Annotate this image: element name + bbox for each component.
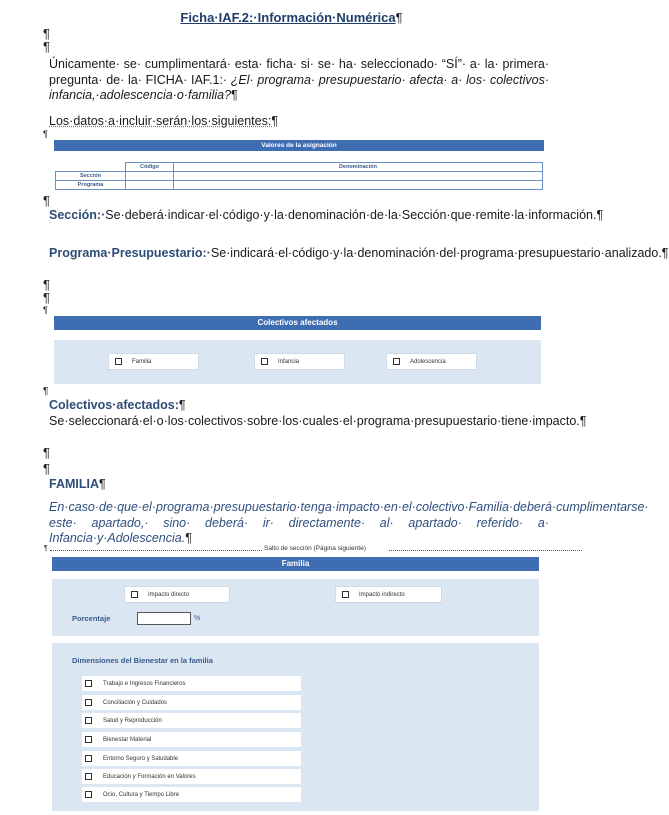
option-label: Adolescencia <box>410 358 446 365</box>
checkbox[interactable] <box>393 358 400 365</box>
title-text: Ficha·IAF.2:·Información·Numérica <box>180 10 396 25</box>
empty-paragraph: ¶ <box>43 461 50 476</box>
table-corner <box>56 163 126 172</box>
asignacion-table <box>55 162 543 190</box>
empty-paragraph: ¶ <box>43 129 48 139</box>
colectivo-option-adolescencia[interactable] <box>386 353 477 370</box>
dimensiones-title: Dimensiones del Bienestar en la familia <box>72 656 213 665</box>
empty-paragraph: ¶ <box>43 290 50 305</box>
dimension-item[interactable] <box>82 676 301 691</box>
seccion-paragraph <box>49 208 604 224</box>
dimension-item[interactable] <box>82 769 301 784</box>
porcentaje-input[interactable] <box>137 612 191 625</box>
checkbox[interactable] <box>85 773 92 780</box>
empty-paragraph: ¶ <box>43 26 50 41</box>
checkbox[interactable] <box>85 736 92 743</box>
seccion-denominacion-cell[interactable] <box>174 172 543 181</box>
familia-heading <box>49 477 106 491</box>
checkbox[interactable] <box>85 791 92 798</box>
option-label: Infancia <box>278 358 300 365</box>
intro-text: Únicamente· se· cumplimentará· esta· ficha· si· se· ha· seleccionado· “SÍ”· a· la· primera· pregunta· de· la· FICHA· IAF.1:· <box>49 57 549 87</box>
impacto-directo-option[interactable] <box>124 586 230 603</box>
familia-paragraph <box>49 500 649 547</box>
seccion-text: Se·deberá·indicar·el·código·y·la·denominación·de·la·Sección·que·remite·la·información.¶ <box>105 208 604 222</box>
colectivos-heading: Colectivos·afectados: <box>49 398 179 412</box>
checkbox[interactable] <box>261 358 268 365</box>
colectivos-band: Colectivos afectados <box>54 316 541 330</box>
dotted-line <box>50 550 262 551</box>
dimension-label: Salud y Reproducción <box>103 717 162 724</box>
impacto-indirecto-option[interactable] <box>335 586 442 603</box>
section-break-pilcrow: ¶ <box>44 545 48 552</box>
option-label: Impacto directo <box>148 591 190 598</box>
intro-question: ¿El· programa· presupuestario· afecta· a· los· colectivos· infancia,·adolescencia·o·familia? <box>49 72 549 102</box>
option-label: Impacto indirecto <box>359 591 405 598</box>
empty-paragraph: ¶ <box>43 193 50 208</box>
colectivos-paragraph <box>49 398 587 429</box>
dimension-label: Educación y Formación en Valores <box>103 773 196 780</box>
programa-denominacion-cell[interactable] <box>174 181 543 190</box>
programa-text: Se·indicará·el·código·y·la·denominación·del·programa·presupuestario·analizado.¶ <box>210 246 669 260</box>
row-seccion: Sección <box>56 172 126 181</box>
checkbox[interactable] <box>85 717 92 724</box>
programa-paragraph <box>49 246 669 262</box>
dimension-label: Ocio, Cultura y Tiempo Libre <box>103 791 180 798</box>
colectivo-option-familia[interactable] <box>108 353 199 370</box>
col-denominacion: Denominación <box>174 163 543 172</box>
checkbox[interactable] <box>85 680 92 687</box>
seccion-heading: Sección:· <box>49 208 106 222</box>
dimension-item[interactable] <box>82 751 301 766</box>
asignacion-band: Valores de la asignación <box>54 140 544 151</box>
dimension-label: Trabajo e Ingresos Financieros <box>103 680 186 687</box>
programa-codigo-cell[interactable] <box>126 181 174 190</box>
empty-paragraph: ¶ <box>43 445 50 460</box>
programa-heading: Programa·Presupuestario:· <box>49 246 211 260</box>
empty-paragraph: ¶ <box>43 386 49 397</box>
dimension-label: Entorno Seguro y Saludable <box>103 755 179 762</box>
document-title <box>0 10 583 25</box>
dimension-label: Bienestar Material <box>103 736 152 743</box>
title-pilcrow: ¶ <box>395 10 403 25</box>
familia-heading-text: FAMILIA <box>49 477 99 491</box>
dimension-item[interactable] <box>82 695 301 710</box>
option-label: Familia <box>132 358 152 365</box>
checkbox[interactable] <box>85 699 92 706</box>
percent-sign: % <box>194 615 201 622</box>
heading-pilcrow: ¶ <box>99 477 106 491</box>
porcentaje-label: Porcentaje <box>72 614 111 623</box>
checkbox[interactable] <box>342 591 349 598</box>
dimension-item[interactable] <box>82 713 301 728</box>
dimension-label: Conciliación y Cuidados <box>103 699 168 706</box>
empty-paragraph: ¶ <box>43 39 50 54</box>
checkbox[interactable] <box>85 755 92 762</box>
heading-pilcrow: ¶ <box>178 398 186 412</box>
dimension-item[interactable] <box>82 732 301 747</box>
checkbox[interactable] <box>131 591 138 598</box>
intro-pilcrow: ¶ <box>231 88 238 102</box>
familia-text: En·caso·de·que·el·programa·presupuestario·tenga·impacto·en·el·colectivo·Familia·deberá·cumplimentarse· este· apartado,· sino· deberá· ir· directamente· al· apartado· referido· a· Infancia·y·Adolescencia. <box>49 500 649 545</box>
empty-paragraph: ¶ <box>43 277 50 292</box>
paragraph-pilcrow: ¶ <box>185 531 192 545</box>
dimension-item[interactable] <box>82 787 301 802</box>
data-line: Los·datos·a·incluir·serán·los·siguientes:¶ <box>49 114 279 128</box>
colectivos-text: Se·seleccionará·el·o·los·colectivos·sobre·los·cuales·el·programa·presupuestario·tiene·impacto.¶ <box>49 413 587 428</box>
section-break-label: Salto de sección (Página siguiente) <box>264 545 366 552</box>
intro-paragraph <box>49 57 549 104</box>
row-programa: Programa <box>56 181 126 190</box>
checkbox[interactable] <box>115 358 122 365</box>
empty-paragraph: ¶ <box>43 305 48 315</box>
dotted-line <box>389 550 582 551</box>
colectivo-option-infancia[interactable] <box>254 353 345 370</box>
seccion-codigo-cell[interactable] <box>126 172 174 181</box>
familia-band: Familia <box>52 557 539 571</box>
col-codigo: Código <box>126 163 174 172</box>
